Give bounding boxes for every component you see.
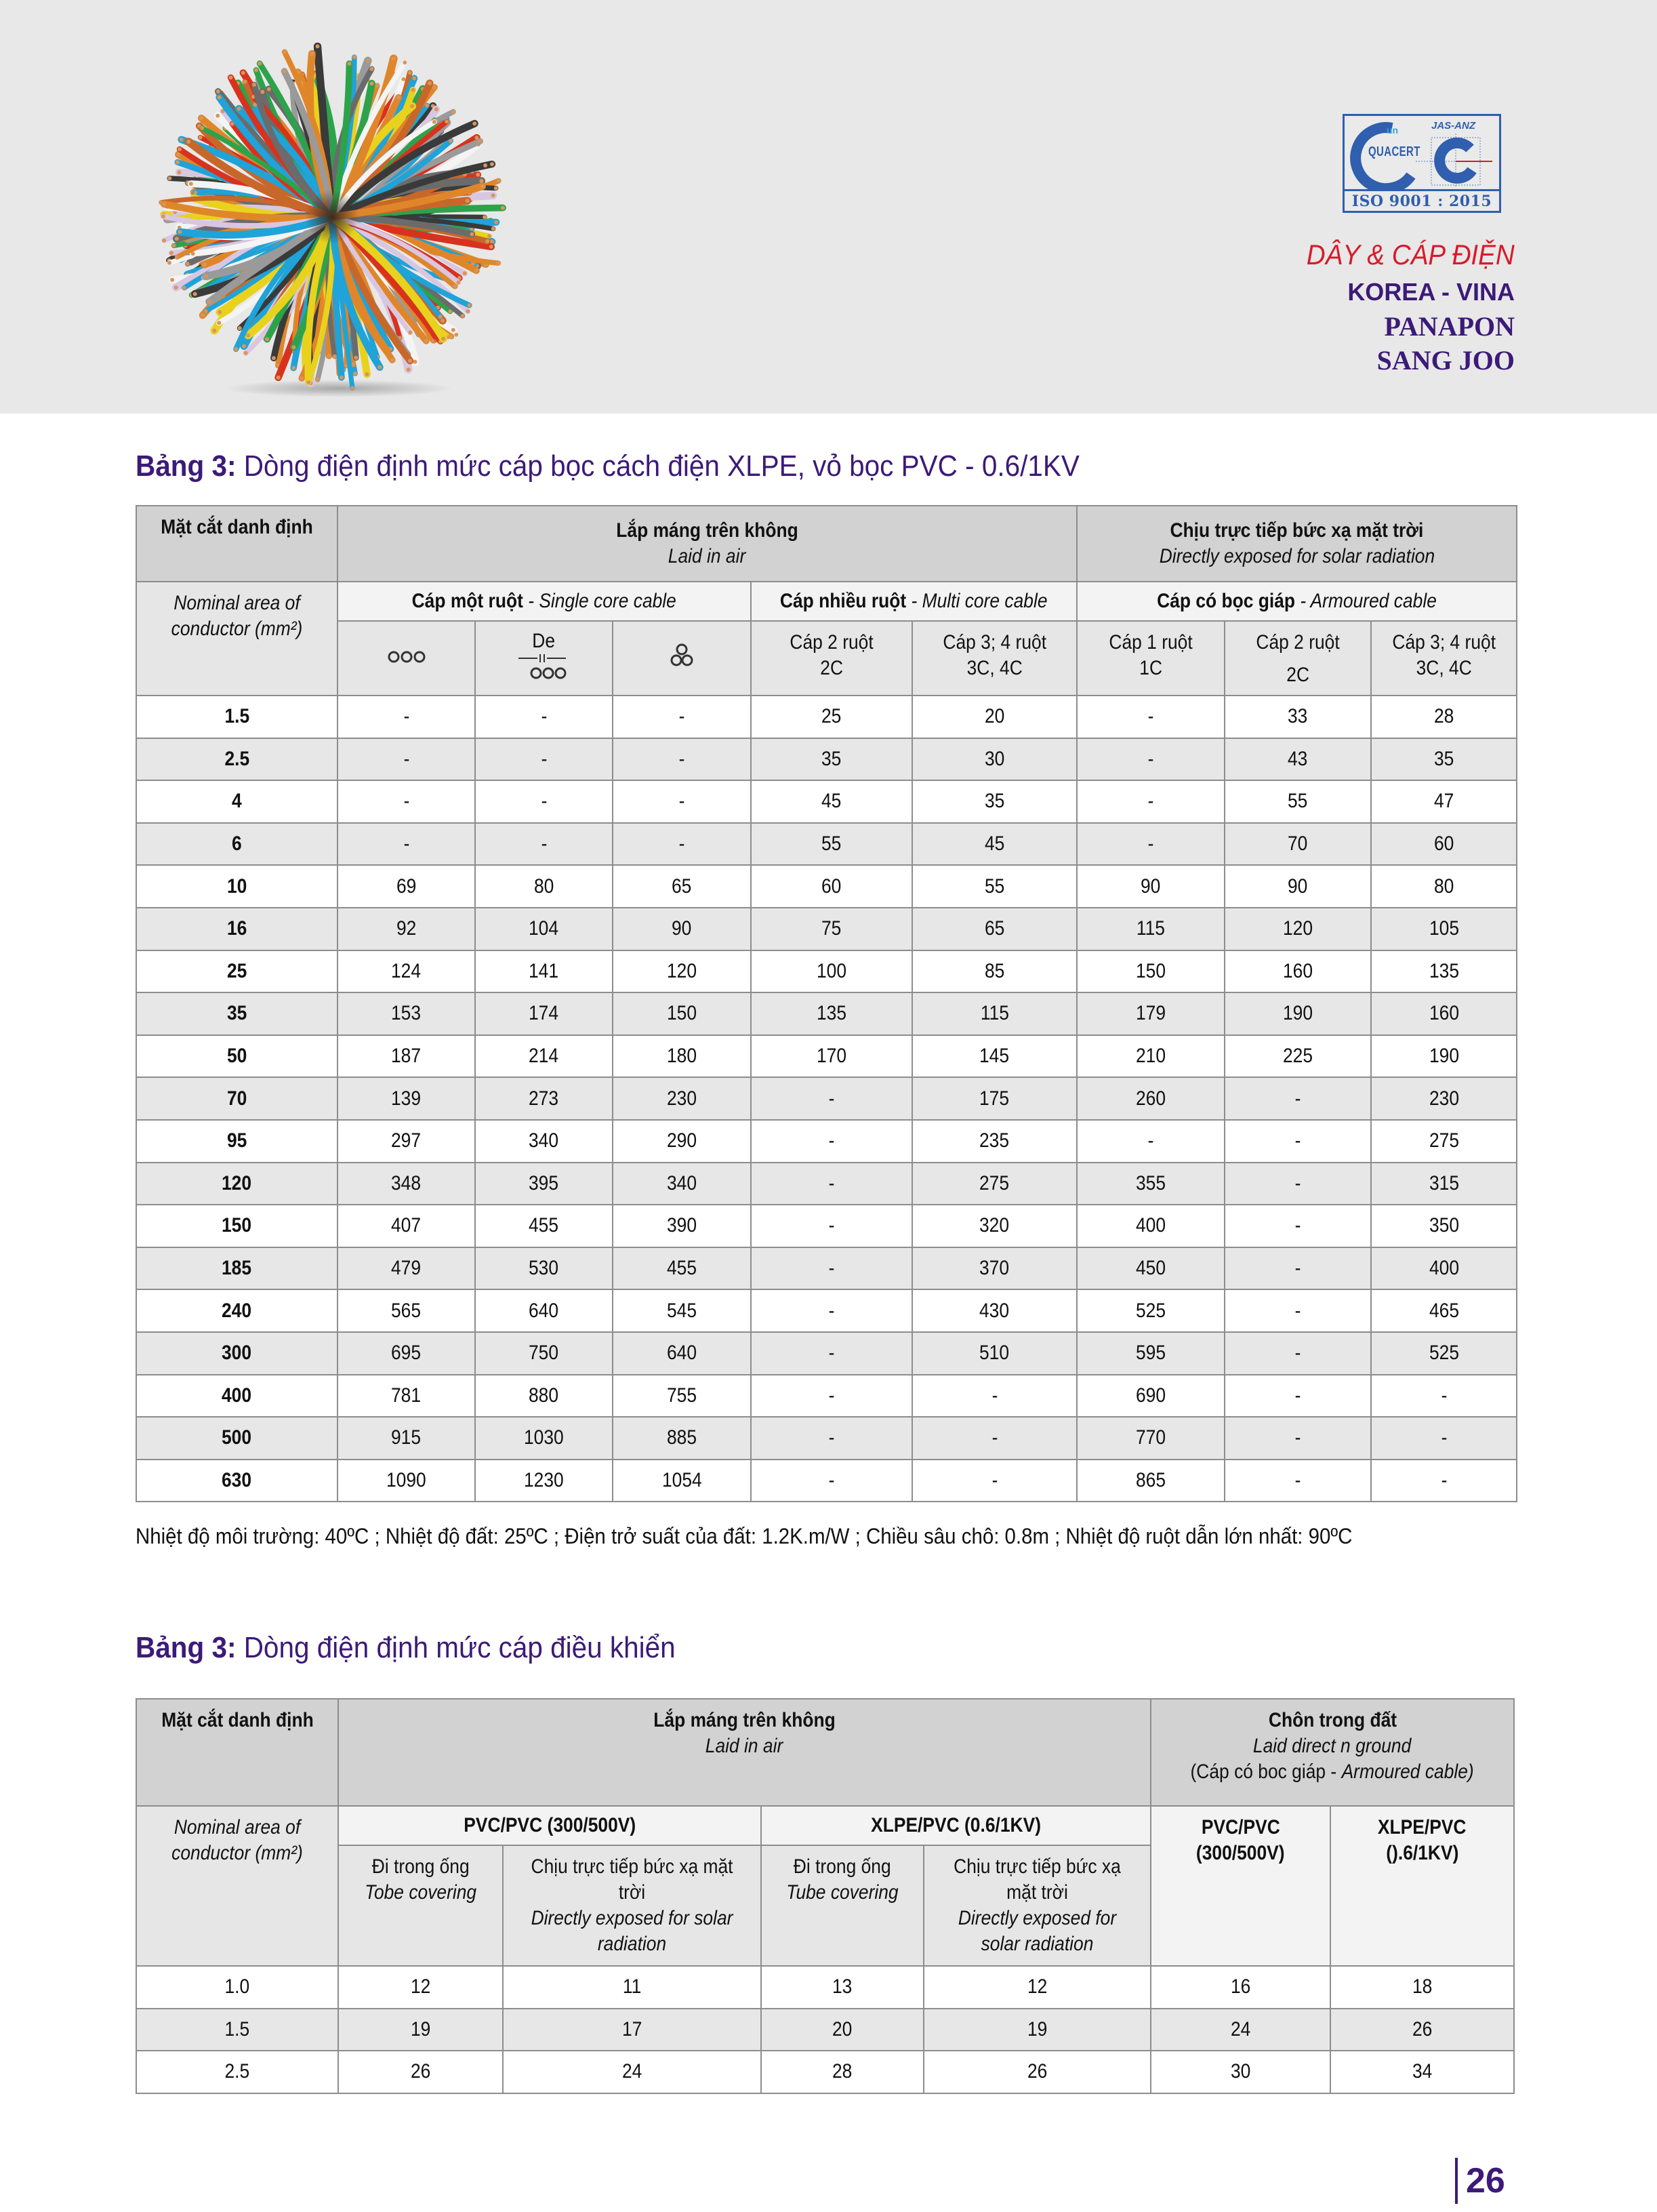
header-area-en: Nominal area of conductor (mm²) bbox=[136, 582, 337, 696]
current-value-cell: 565 bbox=[337, 1289, 475, 1332]
current-value-cell: 26 bbox=[1330, 2009, 1514, 2051]
t2-header-area-en: Nominal area of conductor (mm²) bbox=[136, 1806, 338, 1966]
current-value-cell: 340 bbox=[475, 1120, 613, 1163]
current-value-cell: 90 bbox=[1225, 865, 1371, 908]
current-value-cell: - bbox=[1077, 780, 1225, 823]
current-value-cell: 430 bbox=[912, 1289, 1077, 1332]
page-number: 26 bbox=[1455, 2158, 1505, 2204]
header-trefoil-formation bbox=[613, 621, 751, 696]
current-value-cell: 65 bbox=[613, 865, 751, 908]
current-value-cell: 400 bbox=[1077, 1205, 1225, 1247]
current-value-cell: 210 bbox=[1077, 1035, 1225, 1078]
brand-tagline: DÂY & CÁP ĐIỆN bbox=[1306, 239, 1515, 270]
current-value-cell: 1030 bbox=[475, 1417, 613, 1460]
current-value-cell: 190 bbox=[1371, 1035, 1517, 1078]
row-area-cell: 2.5 bbox=[136, 2051, 338, 2093]
current-value-cell: 160 bbox=[1371, 992, 1517, 1035]
current-value-cell: - bbox=[1077, 823, 1225, 866]
row-area-cell: 50 bbox=[136, 1035, 337, 1078]
current-value-cell: 75 bbox=[751, 908, 912, 950]
current-value-cell: 390 bbox=[613, 1205, 751, 1247]
iso-standard-label: ISO 9001 : 2015 bbox=[1345, 189, 1499, 211]
current-value-cell: 30 bbox=[1151, 2051, 1330, 2093]
current-value-cell: 781 bbox=[337, 1375, 475, 1417]
table-row bbox=[136, 1247, 1517, 1290]
current-value-cell: 275 bbox=[1371, 1120, 1517, 1163]
current-value-cell: 290 bbox=[613, 1120, 751, 1163]
current-value-cell: - bbox=[337, 738, 475, 781]
table-row bbox=[136, 992, 1517, 1035]
current-value-cell: 750 bbox=[475, 1332, 613, 1375]
current-value-cell: 640 bbox=[475, 1289, 613, 1332]
cable-ball-image bbox=[156, 41, 508, 393]
current-value-cell: 55 bbox=[1225, 780, 1371, 823]
current-value-cell: 47 bbox=[1371, 780, 1517, 823]
current-value-cell: - bbox=[1225, 1332, 1371, 1375]
current-value-cell: 153 bbox=[337, 992, 475, 1035]
current-value-cell: - bbox=[1371, 1375, 1517, 1417]
row-area-cell: 95 bbox=[136, 1120, 337, 1163]
current-value-cell: 865 bbox=[1077, 1460, 1225, 1502]
current-value-cell: - bbox=[751, 1289, 912, 1332]
current-value-cell: 370 bbox=[912, 1247, 1077, 1290]
current-value-cell: 355 bbox=[1077, 1163, 1225, 1205]
current-value-cell: - bbox=[751, 1332, 912, 1375]
current-value-cell: 695 bbox=[337, 1332, 475, 1375]
current-value-cell: 115 bbox=[912, 992, 1077, 1035]
row-area-cell: 1.0 bbox=[136, 1966, 338, 2009]
table-row bbox=[136, 696, 1517, 738]
current-value-cell: 395 bbox=[475, 1163, 613, 1205]
current-value-cell: - bbox=[751, 1417, 912, 1460]
current-value-cell: 28 bbox=[761, 2051, 924, 2093]
current-value-cell: 60 bbox=[1371, 823, 1517, 866]
current-value-cell: 187 bbox=[337, 1035, 475, 1078]
brand-korea-vina: KOREA - VINA bbox=[1347, 278, 1515, 306]
t2-header-ground-xlpe: XLPE/PVC ().6/1KV) bbox=[1330, 1806, 1514, 1966]
current-value-cell: 230 bbox=[613, 1077, 751, 1120]
row-area-cell: 630 bbox=[136, 1460, 337, 1502]
current-value-cell: 120 bbox=[1225, 908, 1371, 950]
current-value-cell: - bbox=[751, 1247, 912, 1290]
table-row bbox=[136, 908, 1517, 950]
row-area-cell: 500 bbox=[136, 1417, 337, 1460]
table-row bbox=[136, 1163, 1517, 1205]
current-value-cell: 16 bbox=[1151, 1966, 1330, 2009]
current-value-cell: - bbox=[613, 696, 751, 738]
current-value-cell: - bbox=[912, 1375, 1077, 1417]
current-value-cell: 479 bbox=[337, 1247, 475, 1290]
current-value-cell: 407 bbox=[337, 1205, 475, 1247]
current-value-cell: - bbox=[751, 1163, 912, 1205]
current-value-cell: - bbox=[1371, 1417, 1517, 1460]
current-value-cell: 170 bbox=[751, 1035, 912, 1078]
current-value-cell: - bbox=[337, 780, 475, 823]
current-value-cell: - bbox=[1077, 738, 1225, 781]
t2-header-pvc-group: PVC/PVC (300/500V) bbox=[338, 1806, 761, 1845]
header-multi-34c: Cáp 3; 4 ruột 3C, 4C bbox=[912, 621, 1077, 696]
table-row bbox=[136, 1417, 1517, 1460]
current-value-cell: 690 bbox=[1077, 1375, 1225, 1417]
current-value-cell: 235 bbox=[912, 1120, 1077, 1163]
current-value-cell: - bbox=[912, 1460, 1077, 1502]
current-value-cell: 214 bbox=[475, 1035, 613, 1078]
current-value-cell: 24 bbox=[503, 2051, 761, 2093]
current-value-cell: - bbox=[613, 823, 751, 866]
t2-header-pvc-tube: Đi trong ống Tobe covering bbox=[338, 1845, 503, 1966]
header-armoured-1c: Cáp 1 ruột 1C bbox=[1077, 621, 1225, 696]
table-row bbox=[136, 1375, 1517, 1417]
table1-body bbox=[136, 696, 1517, 1502]
table-row bbox=[136, 1460, 1517, 1502]
header-multi-2c: Cáp 2 ruột 2C bbox=[751, 621, 912, 696]
brand-panapon: PANAPON bbox=[1384, 311, 1515, 342]
current-value-cell: 525 bbox=[1077, 1289, 1225, 1332]
current-value-cell: - bbox=[912, 1417, 1077, 1460]
table-row bbox=[136, 738, 1517, 781]
trefoil-circles-icon bbox=[668, 642, 695, 669]
current-value-cell: 150 bbox=[613, 992, 751, 1035]
current-value-cell: 1090 bbox=[337, 1460, 475, 1502]
current-value-cell: 770 bbox=[1077, 1417, 1225, 1460]
current-value-cell: - bbox=[751, 1205, 912, 1247]
t2-header-xlpe-solar: Chịu trực tiếp bức xạ mặt trời Directly exposed for solar radiation bbox=[924, 1845, 1151, 1966]
t2-header-pvc-solar: Chịu trực tiếp bức xạ mặt trời Directly exposed for solar radiation bbox=[503, 1845, 761, 1966]
row-area-cell: 150 bbox=[136, 1205, 337, 1247]
row-area-cell: 10 bbox=[136, 865, 337, 908]
row-area-cell: 16 bbox=[136, 908, 337, 950]
current-value-cell: 65 bbox=[912, 908, 1077, 950]
row-area-cell: 70 bbox=[136, 1077, 337, 1120]
table-row bbox=[136, 1966, 1514, 2009]
row-area-cell: 400 bbox=[136, 1375, 337, 1417]
current-value-cell: - bbox=[337, 696, 475, 738]
current-value-cell: 28 bbox=[1371, 696, 1517, 738]
current-value-cell: 230 bbox=[1371, 1077, 1517, 1120]
table-row bbox=[136, 780, 1517, 823]
current-value-cell: 348 bbox=[337, 1163, 475, 1205]
current-value-cell: 19 bbox=[924, 2009, 1151, 2051]
current-value-cell: 273 bbox=[475, 1077, 613, 1120]
current-value-cell: - bbox=[1225, 1205, 1371, 1247]
row-area-cell: 35 bbox=[136, 992, 337, 1035]
current-value-cell: 150 bbox=[1077, 950, 1225, 993]
current-value-cell: 33 bbox=[1225, 696, 1371, 738]
current-value-cell: 275 bbox=[912, 1163, 1077, 1205]
t2-header-laid-in-air: Lắp máng trên không Laid in air bbox=[338, 1699, 1151, 1806]
current-value-cell: 885 bbox=[613, 1417, 751, 1460]
header-multi-core: Cáp nhiều ruột - Multi core cable bbox=[751, 582, 1077, 621]
current-value-cell: 35 bbox=[751, 738, 912, 781]
current-value-cell: 320 bbox=[912, 1205, 1077, 1247]
current-value-cell: 160 bbox=[1225, 950, 1371, 993]
current-value-cell: 90 bbox=[613, 908, 751, 950]
table-row bbox=[136, 950, 1517, 993]
current-value-cell: 55 bbox=[751, 823, 912, 866]
row-area-cell: 2.5 bbox=[136, 738, 337, 781]
current-value-cell: - bbox=[751, 1460, 912, 1502]
row-area-cell: 1.5 bbox=[136, 2009, 338, 2051]
table-row bbox=[136, 865, 1517, 908]
current-value-cell: 60 bbox=[751, 865, 912, 908]
current-value-cell: - bbox=[1225, 1120, 1371, 1163]
current-value-cell: 1054 bbox=[613, 1460, 751, 1502]
header-spaced-formation: De bbox=[475, 621, 613, 696]
current-value-cell: 104 bbox=[475, 908, 613, 950]
table1-conditions-footnote: Nhiệt độ môi trường: 40ºC ; Nhiệt độ đất: 25ºC ; Điện trở suất của đất: 1.2K.m/W ; Chiều sâu chô: 0.8m ; Nhiệt độ ruột dẫn lớn nhất: 90ºC bbox=[136, 1524, 1353, 1548]
t2-header-xlpe-group: XLPE/PVC (0.6/1KV) bbox=[761, 1806, 1151, 1845]
current-value-cell: 455 bbox=[613, 1247, 751, 1290]
current-value-cell: 55 bbox=[912, 865, 1077, 908]
row-area-cell: 25 bbox=[136, 950, 337, 993]
quacert-iso-certification-logo bbox=[1343, 114, 1501, 213]
current-value-cell: - bbox=[751, 1120, 912, 1163]
table-row bbox=[136, 1120, 1517, 1163]
current-value-cell: 45 bbox=[912, 823, 1077, 866]
current-value-cell: 135 bbox=[751, 992, 912, 1035]
current-value-cell: - bbox=[475, 823, 613, 866]
current-value-cell: 400 bbox=[1371, 1247, 1517, 1290]
current-value-cell: 12 bbox=[924, 1966, 1151, 2009]
current-value-cell: 190 bbox=[1225, 992, 1371, 1035]
current-value-cell: - bbox=[1077, 696, 1225, 738]
table-row bbox=[136, 2051, 1514, 2093]
current-value-cell: - bbox=[1077, 1120, 1225, 1163]
current-value-cell: 13 bbox=[761, 1966, 924, 2009]
header-laid-in-air: Lắp máng trên không Laid in air bbox=[337, 506, 1077, 582]
current-value-cell: 450 bbox=[1077, 1247, 1225, 1290]
page-header-band bbox=[0, 0, 1657, 414]
current-value-cell: 115 bbox=[1077, 908, 1225, 950]
current-value-cell: 141 bbox=[475, 950, 613, 993]
spaced-circles-icon bbox=[517, 653, 571, 681]
current-value-cell: 640 bbox=[613, 1332, 751, 1375]
t2-header-xlpe-tube: Đi trong ống Tube covering bbox=[761, 1845, 924, 1966]
header-armoured-34c: Cáp 3; 4 ruột 3C, 4C bbox=[1371, 621, 1517, 696]
current-value-cell: 1230 bbox=[475, 1460, 613, 1502]
header-single-core: Cáp một ruột - Single core cable bbox=[337, 582, 751, 621]
current-value-cell: - bbox=[751, 1375, 912, 1417]
row-area-cell: 300 bbox=[136, 1332, 337, 1375]
current-value-cell: 915 bbox=[337, 1417, 475, 1460]
row-area-cell: 120 bbox=[136, 1163, 337, 1205]
current-value-cell: 70 bbox=[1225, 823, 1371, 866]
table2-title-text: Dòng điện định mức cáp điều khiển bbox=[236, 1631, 676, 1664]
current-value-cell: 755 bbox=[613, 1375, 751, 1417]
table1-title-text: Dòng điện định mức cáp bọc cách điện XLPE, vỏ bọc PVC - 0.6/1KV bbox=[236, 449, 1080, 483]
current-value-cell: 124 bbox=[337, 950, 475, 993]
current-value-cell: 80 bbox=[475, 865, 613, 908]
current-value-cell: 25 bbox=[751, 696, 912, 738]
current-value-cell: 100 bbox=[751, 950, 912, 993]
current-value-cell: 135 bbox=[1371, 950, 1517, 993]
current-value-cell: 530 bbox=[475, 1247, 613, 1290]
header-armoured-2c: Cáp 2 ruột 2C bbox=[1225, 621, 1371, 696]
current-value-cell: 26 bbox=[924, 2051, 1151, 2093]
current-value-cell: 19 bbox=[338, 2009, 503, 2051]
header-area-vi: Mặt cắt danh định bbox=[136, 506, 337, 582]
table2-title-prefix: Bảng 3: bbox=[136, 1631, 237, 1664]
current-value-cell: 24 bbox=[1151, 2009, 1330, 2051]
current-value-cell: 139 bbox=[337, 1077, 475, 1120]
table1-title-prefix: Bảng 3: bbox=[136, 449, 237, 483]
current-value-cell: - bbox=[1225, 1289, 1371, 1332]
current-value-cell: 34 bbox=[1330, 2051, 1514, 2093]
current-value-cell: 18 bbox=[1330, 1966, 1514, 2009]
row-area-cell: 1.5 bbox=[136, 696, 337, 738]
header-armoured: Cáp có bọc giáp - Armoured cable bbox=[1077, 582, 1517, 621]
current-value-cell: - bbox=[1225, 1247, 1371, 1290]
table-row bbox=[136, 1332, 1517, 1375]
header-flat-formation bbox=[337, 621, 475, 696]
svg-text:un: un bbox=[1387, 125, 1399, 136]
current-value-cell: 105 bbox=[1371, 908, 1517, 950]
current-value-cell: 179 bbox=[1077, 992, 1225, 1035]
current-value-cell: 92 bbox=[337, 908, 475, 950]
t2-header-ground-pvc: PVC/PVC (300/500V) bbox=[1151, 1806, 1330, 1966]
t2-header-area-vi: Mặt cắt danh định bbox=[136, 1699, 338, 1806]
current-value-cell: 26 bbox=[338, 2051, 503, 2093]
current-value-cell: 525 bbox=[1371, 1332, 1517, 1375]
current-value-cell: 35 bbox=[912, 780, 1077, 823]
current-value-cell: - bbox=[1225, 1077, 1371, 1120]
current-value-cell: 11 bbox=[503, 1966, 761, 2009]
row-area-cell: 185 bbox=[136, 1247, 337, 1290]
t2-header-in-ground: Chôn trong đất Laid direct n ground (Cáp có boc giáp - Armoured cable) bbox=[1151, 1699, 1514, 1806]
current-value-cell: 315 bbox=[1371, 1163, 1517, 1205]
three-circles-flat-icon bbox=[388, 649, 426, 664]
current-value-cell: 80 bbox=[1371, 865, 1517, 908]
current-value-cell: - bbox=[475, 780, 613, 823]
current-value-cell: 545 bbox=[613, 1289, 751, 1332]
current-value-cell: 174 bbox=[475, 992, 613, 1035]
current-value-cell: - bbox=[337, 823, 475, 866]
row-area-cell: 4 bbox=[136, 780, 337, 823]
current-value-cell: 85 bbox=[912, 950, 1077, 993]
row-area-cell: 6 bbox=[136, 823, 337, 866]
table1-title bbox=[136, 449, 1080, 483]
current-value-cell: 35 bbox=[1371, 738, 1517, 781]
current-value-cell: 180 bbox=[613, 1035, 751, 1078]
current-value-cell: - bbox=[1225, 1163, 1371, 1205]
current-value-cell: 17 bbox=[503, 2009, 761, 2051]
quacert-label: QUACERT bbox=[1368, 144, 1420, 159]
table-row bbox=[136, 1205, 1517, 1247]
current-value-cell: 30 bbox=[912, 738, 1077, 781]
current-value-cell: 20 bbox=[761, 2009, 924, 2051]
brand-sang-joo: SANG JOO bbox=[1376, 345, 1515, 376]
current-value-cell: - bbox=[613, 780, 751, 823]
current-value-cell: - bbox=[475, 696, 613, 738]
table-row bbox=[136, 2009, 1514, 2051]
current-value-cell: 260 bbox=[1077, 1077, 1225, 1120]
current-value-cell: 297 bbox=[337, 1120, 475, 1163]
current-value-cell: 510 bbox=[912, 1332, 1077, 1375]
table2-title bbox=[136, 1631, 676, 1665]
current-value-cell: 45 bbox=[751, 780, 912, 823]
table-row bbox=[136, 1035, 1517, 1078]
table-row bbox=[136, 1289, 1517, 1332]
table2-body bbox=[136, 1966, 1514, 2093]
current-value-cell: - bbox=[1225, 1460, 1371, 1502]
header-solar-radiation: Chịu trực tiếp bức xạ mặt trời Directly exposed for solar radiation bbox=[1077, 506, 1517, 582]
row-area-cell: 240 bbox=[136, 1289, 337, 1332]
current-value-cell: 175 bbox=[912, 1077, 1077, 1120]
current-value-cell: 20 bbox=[912, 696, 1077, 738]
current-value-cell: - bbox=[1225, 1417, 1371, 1460]
current-value-cell: 69 bbox=[337, 865, 475, 908]
current-value-cell: 12 bbox=[338, 1966, 503, 2009]
current-value-cell: 350 bbox=[1371, 1205, 1517, 1247]
current-value-cell: 465 bbox=[1371, 1289, 1517, 1332]
current-value-cell: 880 bbox=[475, 1375, 613, 1417]
current-value-cell: 120 bbox=[613, 950, 751, 993]
current-value-cell: 595 bbox=[1077, 1332, 1225, 1375]
jas-anz-label: JAS-ANZ bbox=[1431, 120, 1476, 132]
current-value-cell: - bbox=[1371, 1460, 1517, 1502]
current-value-cell: - bbox=[475, 738, 613, 781]
current-value-cell: - bbox=[1225, 1375, 1371, 1417]
table-row bbox=[136, 1077, 1517, 1120]
current-value-cell: 455 bbox=[475, 1205, 613, 1247]
current-value-cell: 340 bbox=[613, 1163, 751, 1205]
current-value-cell: 43 bbox=[1225, 738, 1371, 781]
current-value-cell: - bbox=[613, 738, 751, 781]
current-value-cell: 225 bbox=[1225, 1035, 1371, 1078]
xlpe-current-rating-table bbox=[136, 505, 1517, 1502]
current-value-cell: 145 bbox=[912, 1035, 1077, 1078]
current-value-cell: - bbox=[751, 1077, 912, 1120]
control-cable-current-rating-table bbox=[136, 1698, 1515, 2094]
current-value-cell: 90 bbox=[1077, 865, 1225, 908]
table-row bbox=[136, 823, 1517, 866]
